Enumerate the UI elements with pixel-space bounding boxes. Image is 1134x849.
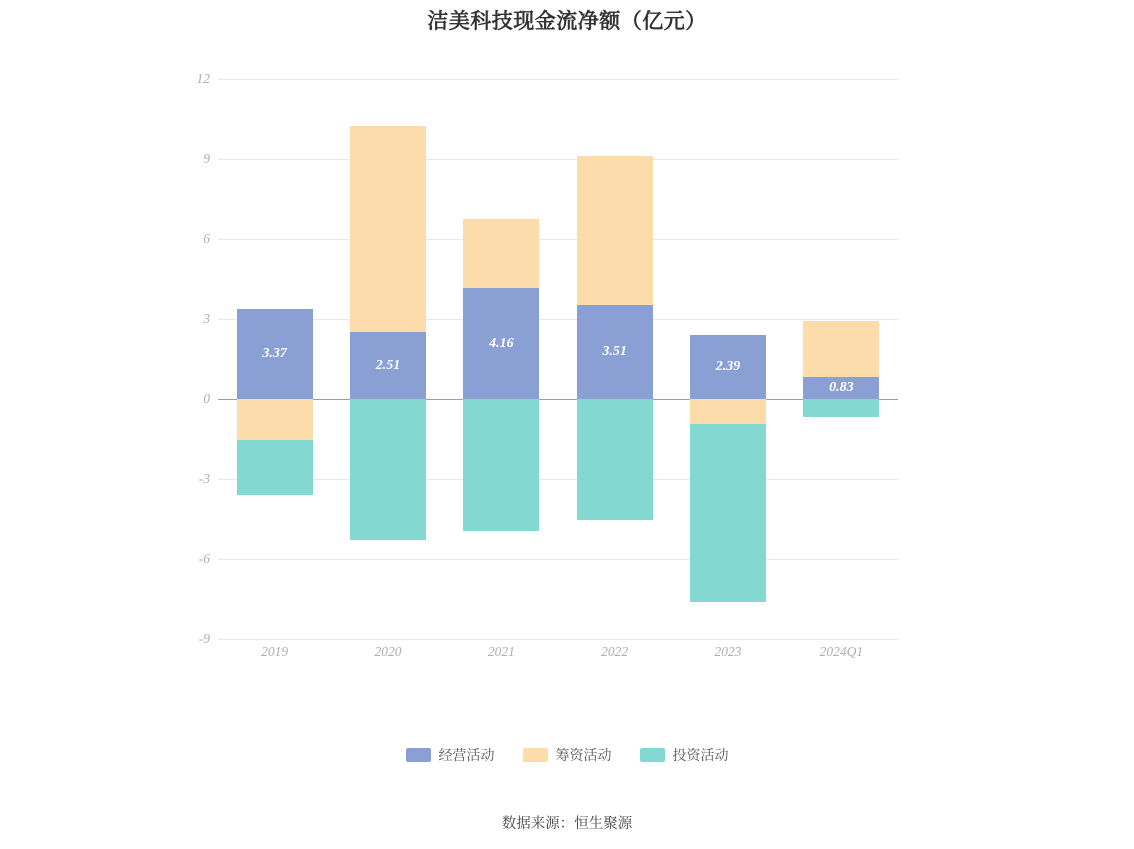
- bar-value-label: 2.51: [375, 357, 401, 373]
- y-tick-label: 6: [203, 231, 210, 246]
- legend-label: 经营活动: [438, 747, 495, 763]
- y-tick-label: 3: [203, 311, 210, 326]
- x-tick-label: 2019: [261, 644, 289, 659]
- y-tick-label: 12: [196, 71, 210, 86]
- source-note: 数据来源：恒生聚源: [501, 816, 633, 832]
- bar-segment[interactable]: [577, 399, 653, 520]
- bar-segment[interactable]: [237, 440, 313, 496]
- y-tick-label: 0: [203, 391, 210, 406]
- x-tick-label: 2022: [601, 644, 629, 659]
- bar-segment[interactable]: [463, 399, 539, 531]
- bar-segment[interactable]: [577, 156, 653, 306]
- bar-segment[interactable]: [690, 399, 766, 424]
- zero-axis-line: [218, 399, 898, 400]
- gridline: [218, 159, 898, 160]
- legend-item[interactable]: [640, 745, 729, 765]
- bar-segment[interactable]: [803, 321, 879, 376]
- plot-area: [218, 79, 898, 639]
- y-tick-label: -3: [198, 471, 210, 486]
- page-title: 洁美科技现金流净额（亿元）: [427, 10, 707, 33]
- x-tick-label: 2021: [487, 644, 515, 659]
- bar-value-label: 0.83: [829, 379, 854, 395]
- bar-value-label: 2.39: [715, 359, 741, 375]
- chart-legend: [0, 745, 1134, 765]
- bar-segment[interactable]: [350, 126, 426, 332]
- bar-segment[interactable]: [350, 399, 426, 540]
- y-axis-labels: [168, 71, 210, 646]
- y-tick-label: -6: [198, 551, 210, 566]
- gridline: [218, 559, 898, 560]
- bar-segment[interactable]: [463, 219, 539, 288]
- bar-value-label: 3.37: [262, 346, 287, 362]
- bar-value-label: 3.51: [602, 344, 627, 360]
- x-tick-label: 2024Q1: [819, 644, 864, 659]
- gridline: [218, 639, 898, 640]
- bar-segment[interactable]: [803, 399, 879, 417]
- gridline: [218, 319, 898, 320]
- gridline: [218, 239, 898, 240]
- legend-label: 筹资活动: [555, 747, 612, 763]
- legend-swatch: [406, 748, 431, 762]
- y-tick-label: -9: [198, 631, 210, 646]
- legend-swatch: [523, 748, 548, 762]
- bar-value-label: 4.16: [489, 335, 514, 351]
- gridline: [218, 79, 898, 80]
- bar-segment[interactable]: [237, 399, 313, 440]
- legend-swatch: [640, 748, 665, 762]
- legend-item[interactable]: [406, 745, 495, 765]
- x-tick-label: 2023: [714, 644, 742, 659]
- gridline: [218, 479, 898, 480]
- x-tick-label: 2020: [374, 644, 402, 659]
- legend-label: 投资活动: [672, 747, 729, 763]
- x-axis-labels: [218, 644, 898, 668]
- bar-segment[interactable]: [690, 424, 766, 602]
- y-tick-label: 9: [203, 151, 210, 166]
- legend-item[interactable]: [523, 745, 612, 765]
